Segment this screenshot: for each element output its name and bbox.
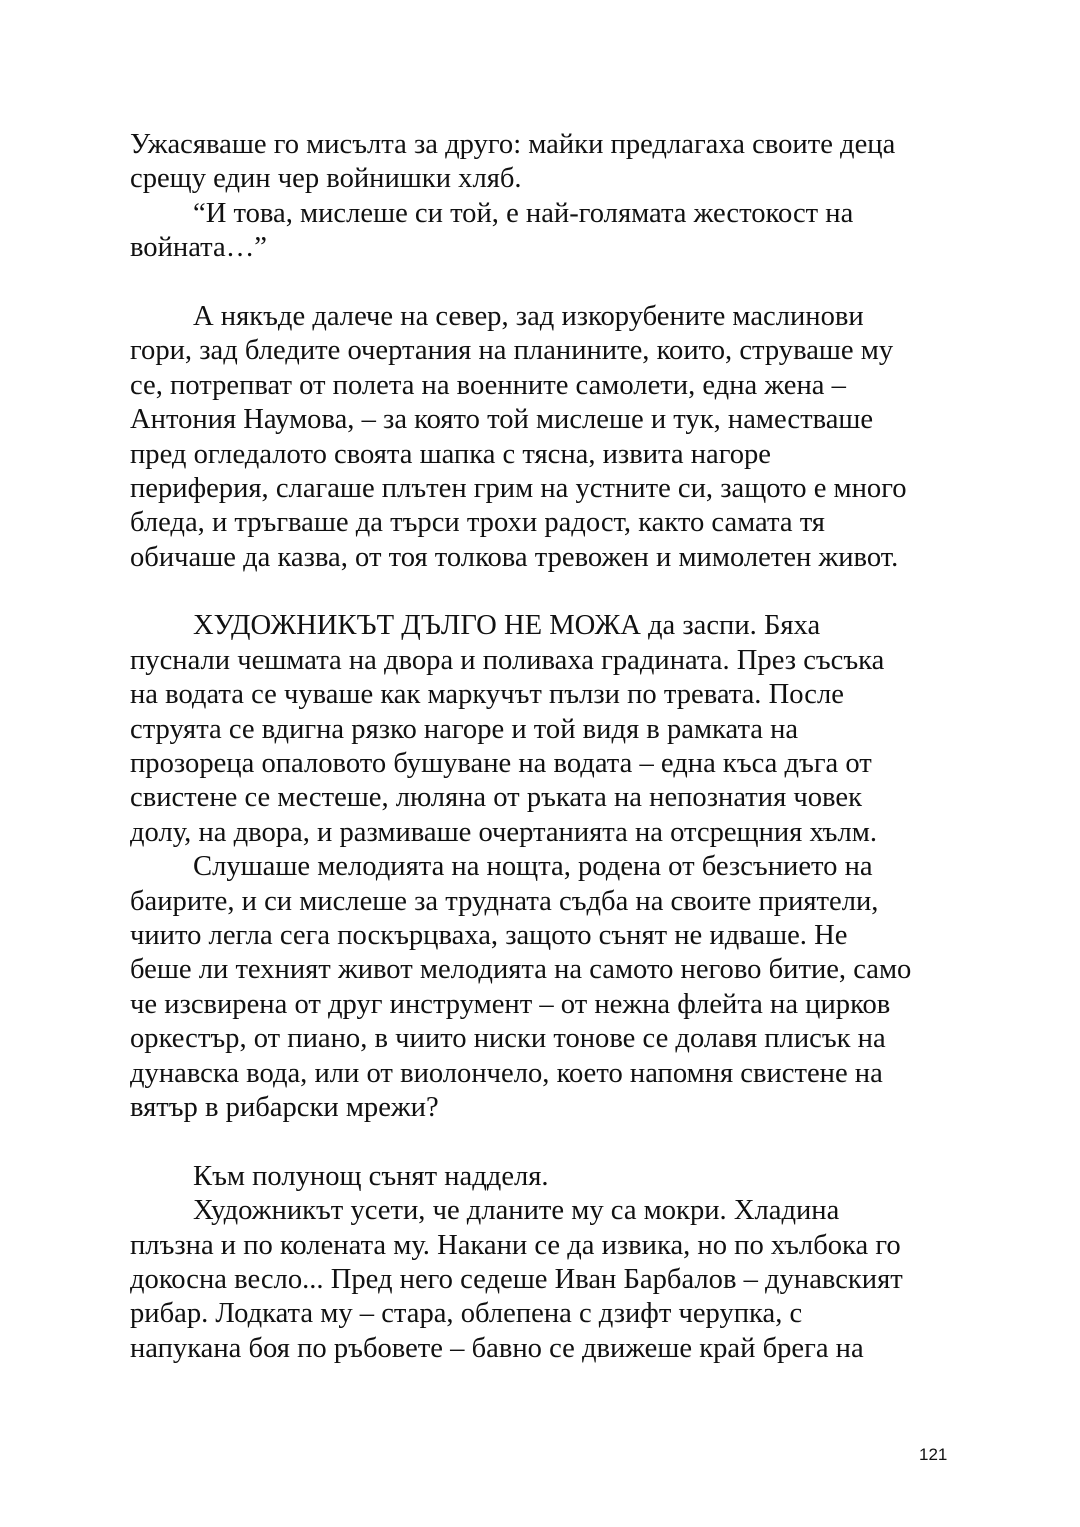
text-line: на водата се чуваше как маркучът пълзи по тревата. После (130, 679, 844, 711)
text-line: А някъде далече на север, зад изкорубените маслинови (193, 300, 864, 332)
text-line: вятър в рибарски мрежи? (130, 1091, 439, 1123)
text-line: баирите, и си мислеше за трудната съдба на своите приятели, (130, 885, 879, 917)
text-line: че изсвирена от друг инструмент – от нежна флейта на цирков (130, 988, 891, 1020)
text-line: плъзна и по колената му. Накани се да извика, но по хълбока го (130, 1229, 901, 1261)
text-line: струята се вдигна рязко нагоре и той видя в рамката на (130, 713, 799, 745)
text-line: срещу един чер войнишки хляб. (130, 163, 522, 195)
page-number: 121 (919, 1445, 948, 1464)
text-line: бледа, и тръгваше да търси трохи радост, както самата тя (130, 507, 825, 539)
text-line: ХУДОЖНИКЪТ ДЪЛГО НЕ МОЖА да заспи. Бяха (193, 610, 821, 642)
text-line: се, потрепват от полета на военните самолети, една жена – (130, 369, 846, 401)
text-line: Към полунощ сънят надделя. (193, 1160, 549, 1192)
text-line: периферия, слагаше плътен грим на устните си, защото е много (130, 472, 907, 504)
text-line: рибар. Лодката му – стара, облепена с дзифт черупка, с (130, 1298, 803, 1330)
text-line: Художникът усети, че дланите му са мокри. Хладина (193, 1195, 840, 1227)
text-line: напукана боя по ръбовете – бавно се движеше край брега на (130, 1332, 864, 1364)
text-line: обичаше да казва, от тоя толкова тревожен и мимолетен живот. (130, 541, 899, 573)
text-line: докосна весло... Пред него седеше Иван Барбалов – дунавският (130, 1263, 903, 1295)
text-line: пуснали чешмата на двора и поливаха градината. През съсъка (130, 644, 885, 676)
text-line: “И това, мислеше си той, е най-голямата жестокост на (193, 197, 854, 229)
paragraph-gap (130, 266, 960, 300)
text-line: Антония Наумова, – за която той мислеше и тук, наместваше (130, 404, 874, 436)
text-line: долу, на двора, и размиваше очертанията на отсрещния хълм. (130, 816, 877, 848)
text-line: Ужасяваше го мисълта за друго: майки предлагаха своите деца (130, 129, 896, 160)
text-line: войната…” (130, 232, 267, 264)
text-line: оркестър, от пиано, в чиито ниски тонове се долавя плисък на (130, 1023, 886, 1055)
text-line: гори, зад бледите очертания на планините, които, струваше му (130, 335, 894, 367)
paragraph-gap (130, 575, 960, 609)
text-line: чиито легла сега поскърцваха, защото сънят не идваше. Не (130, 919, 848, 951)
text-line: дунавска вода, или от виолончело, което напомня свистене на (130, 1057, 883, 1089)
text-line: пред огледалото своята шапка с тясна, извита нагоре (130, 438, 771, 470)
body-text (130, 128, 960, 1366)
text-line: беше ли техният живот мелодията на самото негово битие, само (130, 954, 912, 986)
paragraph-gap (130, 1125, 960, 1159)
text-line: прозореца опаловото бушуване на водата – една къса дъга от (130, 748, 872, 780)
text-line: свистене се местеше, люляна от ръката на непознатия човек (130, 782, 862, 814)
text-line: Слушаше мелодията на нощта, родена от безсънието на (193, 851, 873, 883)
